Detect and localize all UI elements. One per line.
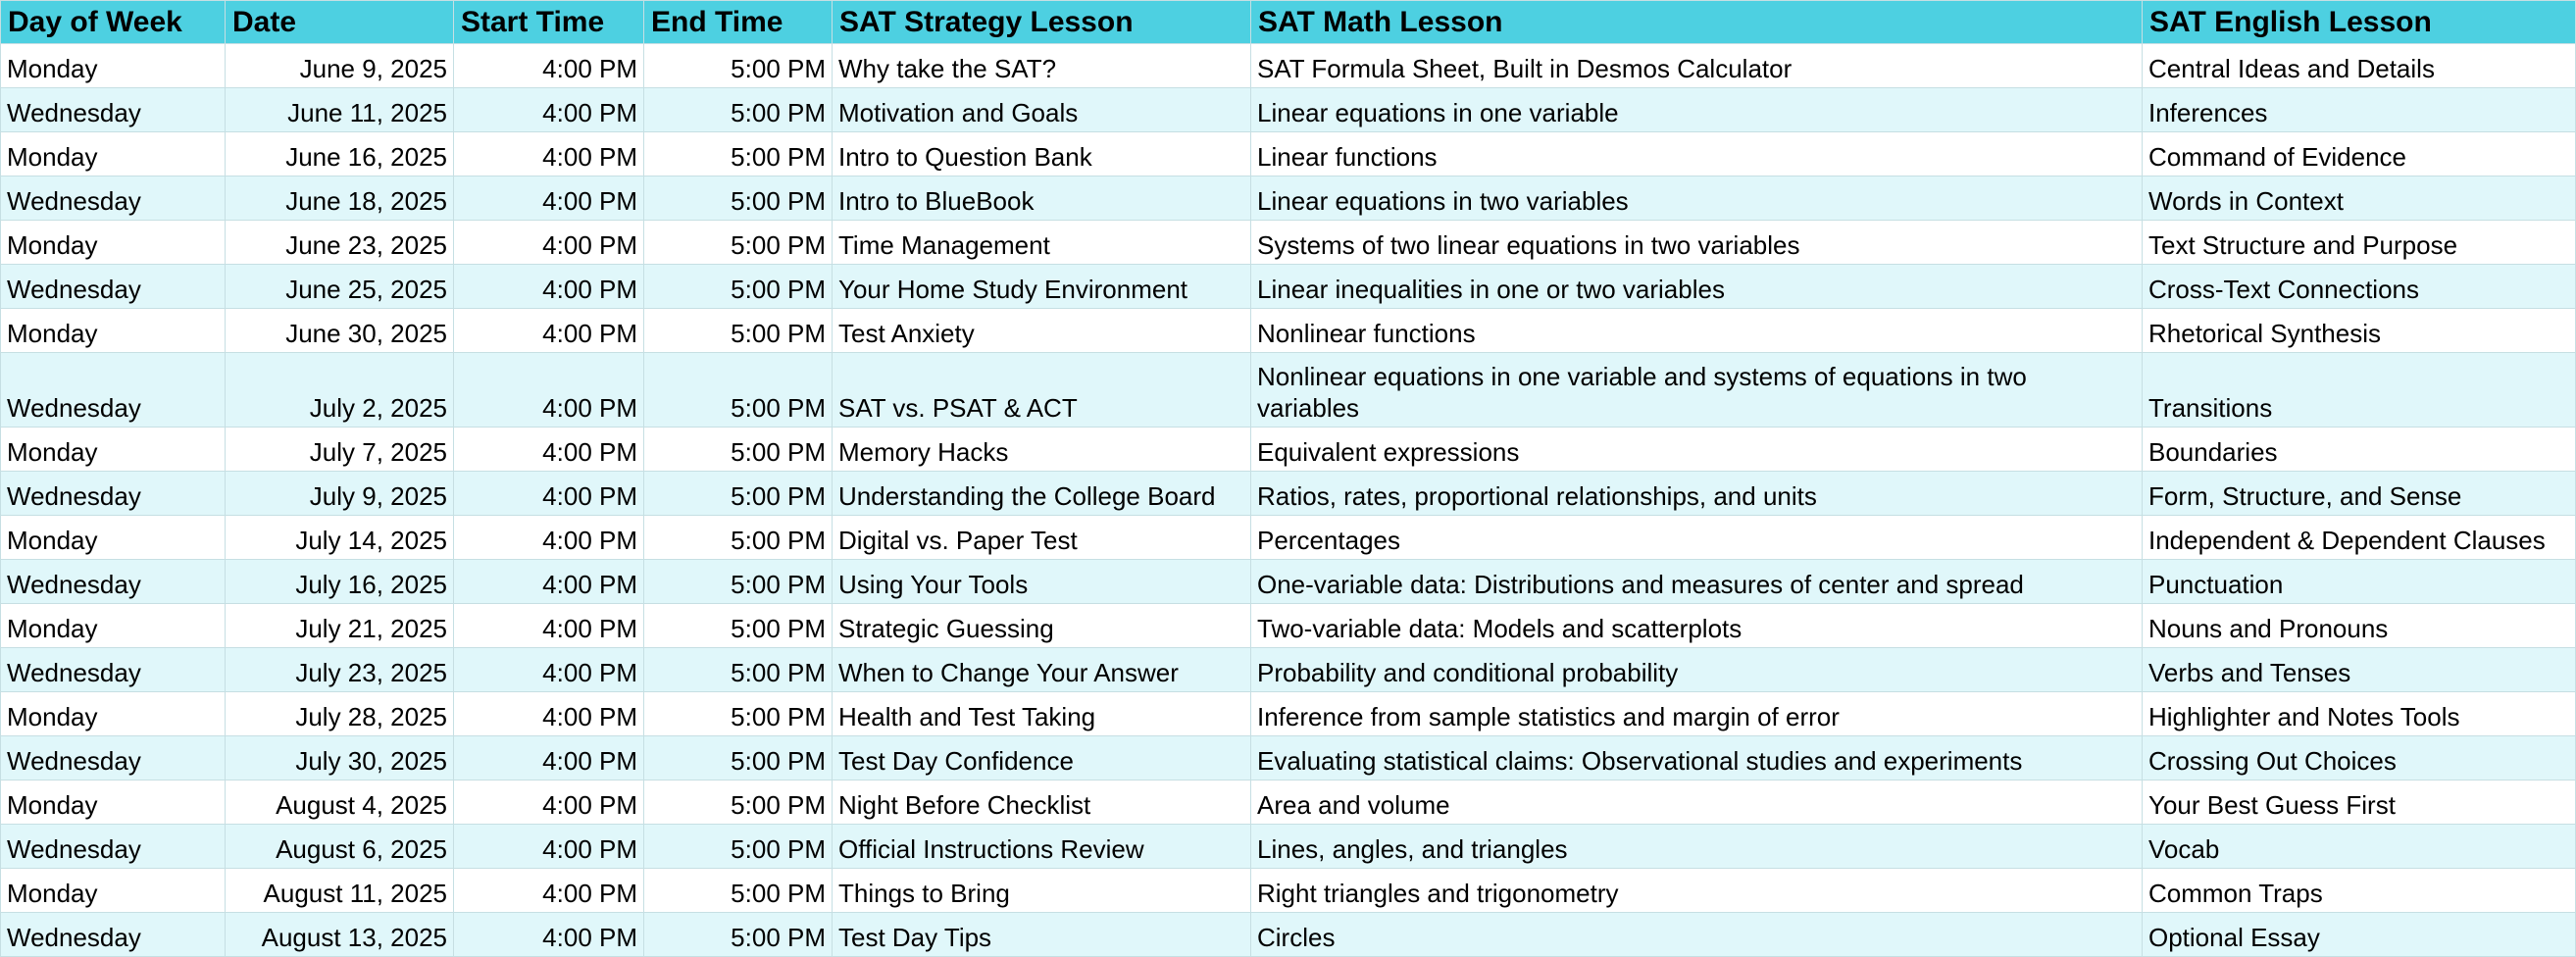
cell-day-of-week[interactable]: Monday [1, 516, 226, 560]
cell-start-time[interactable]: 4:00 PM [454, 221, 644, 265]
cell-english-lesson[interactable]: Words in Context [2143, 176, 2576, 221]
cell-start-time[interactable]: 4:00 PM [454, 88, 644, 132]
cell-date[interactable]: June 23, 2025 [226, 221, 454, 265]
cell-english-lesson[interactable]: Central Ideas and Details [2143, 44, 2576, 88]
cell-date[interactable]: June 18, 2025 [226, 176, 454, 221]
cell-start-time[interactable]: 4:00 PM [454, 604, 644, 648]
header-row [1, 1, 2576, 44]
cell-math-lesson[interactable]: Linear equations in two variables [1251, 176, 2143, 221]
table-row [1, 516, 2576, 560]
cell-start-time[interactable]: 4:00 PM [454, 781, 644, 825]
cell-end-time[interactable]: 5:00 PM [644, 88, 833, 132]
cell-date[interactable]: June 11, 2025 [226, 88, 454, 132]
table-row [1, 913, 2576, 957]
cell-end-time[interactable]: 5:00 PM [644, 869, 833, 913]
cell-math-lesson[interactable]: Area and volume [1251, 781, 2143, 825]
cell-math-lesson[interactable]: Nonlinear functions [1251, 309, 2143, 353]
cell-date[interactable]: June 9, 2025 [226, 44, 454, 88]
cell-english-lesson[interactable]: Cross-Text Connections [2143, 265, 2576, 309]
cell-english-lesson[interactable]: Vocab [2143, 825, 2576, 869]
cell-start-time[interactable]: 4:00 PM [454, 353, 644, 428]
cell-day-of-week[interactable]: Wednesday [1, 176, 226, 221]
cell-strategy-lesson[interactable]: Intro to BlueBook [833, 176, 1251, 221]
cell-math-lesson[interactable]: Systems of two linear equations in two variables [1251, 221, 2143, 265]
cell-english-lesson[interactable]: Form, Structure, and Sense [2143, 472, 2576, 516]
cell-end-time[interactable]: 5:00 PM [644, 604, 833, 648]
cell-day-of-week[interactable]: Wednesday [1, 353, 226, 428]
cell-date[interactable]: June 16, 2025 [226, 132, 454, 176]
cell-strategy-lesson[interactable]: Test Anxiety [833, 309, 1251, 353]
cell-start-time[interactable]: 4:00 PM [454, 560, 644, 604]
table-row [1, 648, 2576, 692]
cell-date[interactable]: July 23, 2025 [226, 648, 454, 692]
cell-strategy-lesson[interactable]: Intro to Question Bank [833, 132, 1251, 176]
cell-english-lesson[interactable]: Verbs and Tenses [2143, 648, 2576, 692]
cell-english-lesson[interactable]: Rhetorical Synthesis [2143, 309, 2576, 353]
cell-strategy-lesson[interactable]: Things to Bring [833, 869, 1251, 913]
table-row [1, 560, 2576, 604]
cell-strategy-lesson[interactable]: Why take the SAT? [833, 44, 1251, 88]
table-row [1, 869, 2576, 913]
cell-day-of-week[interactable]: Wednesday [1, 88, 226, 132]
cell-end-time[interactable]: 5:00 PM [644, 781, 833, 825]
header-start-time[interactable]: Start Time [454, 1, 644, 44]
cell-date[interactable]: August 13, 2025 [226, 913, 454, 957]
cell-date[interactable]: July 2, 2025 [226, 353, 454, 428]
cell-date[interactable]: July 28, 2025 [226, 692, 454, 736]
cell-day-of-week[interactable]: Monday [1, 781, 226, 825]
cell-day-of-week[interactable]: Monday [1, 309, 226, 353]
cell-strategy-lesson[interactable]: Memory Hacks [833, 428, 1251, 472]
cell-strategy-lesson[interactable]: Your Home Study Environment [833, 265, 1251, 309]
cell-day-of-week[interactable]: Wednesday [1, 825, 226, 869]
cell-math-lesson[interactable]: Linear inequalities in one or two variables [1251, 265, 2143, 309]
cell-date[interactable]: August 6, 2025 [226, 825, 454, 869]
cell-day-of-week[interactable]: Monday [1, 869, 226, 913]
header-english-lesson[interactable]: SAT English Lesson [2143, 1, 2576, 44]
cell-day-of-week[interactable]: Wednesday [1, 560, 226, 604]
cell-start-time[interactable]: 4:00 PM [454, 472, 644, 516]
cell-start-time[interactable]: 4:00 PM [454, 309, 644, 353]
cell-date[interactable]: July 16, 2025 [226, 560, 454, 604]
cell-day-of-week[interactable]: Wednesday [1, 472, 226, 516]
cell-start-time[interactable]: 4:00 PM [454, 132, 644, 176]
cell-date[interactable]: July 21, 2025 [226, 604, 454, 648]
cell-end-time[interactable]: 5:00 PM [644, 221, 833, 265]
cell-strategy-lesson[interactable]: Official Instructions Review [833, 825, 1251, 869]
cell-english-lesson[interactable]: Nouns and Pronouns [2143, 604, 2576, 648]
cell-end-time[interactable]: 5:00 PM [644, 736, 833, 781]
cell-start-time[interactable]: 4:00 PM [454, 913, 644, 957]
cell-start-time[interactable]: 4:00 PM [454, 428, 644, 472]
cell-math-lesson[interactable]: Probability and conditional probability [1251, 648, 2143, 692]
table-row [1, 428, 2576, 472]
cell-english-lesson[interactable]: Crossing Out Choices [2143, 736, 2576, 781]
cell-date[interactable]: July 30, 2025 [226, 736, 454, 781]
cell-end-time[interactable]: 5:00 PM [644, 560, 833, 604]
cell-english-lesson[interactable]: Boundaries [2143, 428, 2576, 472]
cell-day-of-week[interactable]: Wednesday [1, 913, 226, 957]
header-math-lesson[interactable]: SAT Math Lesson [1251, 1, 2143, 44]
table-row [1, 692, 2576, 736]
header-day-of-week[interactable]: Day of Week [1, 1, 226, 44]
cell-day-of-week[interactable]: Wednesday [1, 648, 226, 692]
cell-strategy-lesson[interactable]: Strategic Guessing [833, 604, 1251, 648]
table-row [1, 472, 2576, 516]
table-row [1, 309, 2576, 353]
cell-end-time[interactable]: 5:00 PM [644, 176, 833, 221]
header-end-time[interactable]: End Time [644, 1, 833, 44]
cell-strategy-lesson[interactable]: Digital vs. Paper Test [833, 516, 1251, 560]
header-date[interactable]: Date [226, 1, 454, 44]
cell-day-of-week[interactable]: Monday [1, 221, 226, 265]
cell-day-of-week[interactable]: Monday [1, 604, 226, 648]
cell-end-time[interactable]: 5:00 PM [644, 692, 833, 736]
cell-day-of-week[interactable]: Monday [1, 44, 226, 88]
cell-date[interactable]: August 4, 2025 [226, 781, 454, 825]
table-row [1, 221, 2576, 265]
cell-start-time[interactable]: 4:00 PM [454, 44, 644, 88]
cell-end-time[interactable]: 5:00 PM [644, 825, 833, 869]
cell-start-time[interactable]: 4:00 PM [454, 176, 644, 221]
cell-math-lesson[interactable]: Equivalent expressions [1251, 428, 2143, 472]
cell-english-lesson[interactable]: Command of Evidence [2143, 132, 2576, 176]
cell-start-time[interactable]: 4:00 PM [454, 516, 644, 560]
schedule-body [1, 44, 2576, 957]
cell-strategy-lesson[interactable]: Health and Test Taking [833, 692, 1251, 736]
cell-date[interactable]: August 11, 2025 [226, 869, 454, 913]
cell-end-time[interactable]: 5:00 PM [644, 309, 833, 353]
cell-end-time[interactable]: 5:00 PM [644, 353, 833, 428]
cell-day-of-week[interactable]: Monday [1, 692, 226, 736]
table-row [1, 781, 2576, 825]
cell-end-time[interactable]: 5:00 PM [644, 132, 833, 176]
cell-start-time[interactable]: 4:00 PM [454, 648, 644, 692]
cell-english-lesson[interactable]: Punctuation [2143, 560, 2576, 604]
cell-math-lesson[interactable]: Nonlinear equations in one variable and systems of equations in two variables [1251, 353, 2143, 428]
cell-end-time[interactable]: 5:00 PM [644, 44, 833, 88]
table-row [1, 265, 2576, 309]
cell-math-lesson[interactable]: Linear equations in one variable [1251, 88, 2143, 132]
cell-start-time[interactable]: 4:00 PM [454, 825, 644, 869]
cell-date[interactable]: June 25, 2025 [226, 265, 454, 309]
cell-math-lesson[interactable]: Linear functions [1251, 132, 2143, 176]
cell-math-lesson[interactable]: Inference from sample statistics and margin of error [1251, 692, 2143, 736]
cell-english-lesson[interactable]: Independent & Dependent Clauses [2143, 516, 2576, 560]
cell-day-of-week[interactable]: Wednesday [1, 736, 226, 781]
cell-date[interactable]: July 7, 2025 [226, 428, 454, 472]
cell-start-time[interactable]: 4:00 PM [454, 692, 644, 736]
cell-date[interactable]: July 14, 2025 [226, 516, 454, 560]
cell-english-lesson[interactable]: Text Structure and Purpose [2143, 221, 2576, 265]
cell-english-lesson[interactable]: Transitions [2143, 353, 2576, 428]
cell-strategy-lesson[interactable]: Test Day Tips [833, 913, 1251, 957]
cell-math-lesson[interactable]: Percentages [1251, 516, 2143, 560]
cell-strategy-lesson[interactable]: Understanding the College Board [833, 472, 1251, 516]
table-row [1, 132, 2576, 176]
cell-end-time[interactable]: 5:00 PM [644, 516, 833, 560]
cell-start-time[interactable]: 4:00 PM [454, 265, 644, 309]
cell-math-lesson[interactable]: One-variable data: Distributions and measures of center and spread [1251, 560, 2143, 604]
table-row [1, 736, 2576, 781]
cell-day-of-week[interactable]: Monday [1, 428, 226, 472]
cell-math-lesson[interactable]: Right triangles and trigonometry [1251, 869, 2143, 913]
cell-end-time[interactable]: 5:00 PM [644, 913, 833, 957]
table-row [1, 604, 2576, 648]
cell-end-time[interactable]: 5:00 PM [644, 472, 833, 516]
cell-math-lesson[interactable]: Ratios, rates, proportional relationships, and units [1251, 472, 2143, 516]
cell-strategy-lesson[interactable]: Using Your Tools [833, 560, 1251, 604]
cell-math-lesson[interactable]: Two-variable data: Models and scatterplots [1251, 604, 2143, 648]
table-row [1, 825, 2576, 869]
cell-english-lesson[interactable]: Optional Essay [2143, 913, 2576, 957]
cell-strategy-lesson[interactable]: Night Before Checklist [833, 781, 1251, 825]
cell-math-lesson[interactable]: SAT Formula Sheet, Built in Desmos Calculator [1251, 44, 2143, 88]
cell-english-lesson[interactable]: Inferences [2143, 88, 2576, 132]
cell-end-time[interactable]: 5:00 PM [644, 648, 833, 692]
table-row [1, 353, 2576, 428]
cell-english-lesson[interactable]: Highlighter and Notes Tools [2143, 692, 2576, 736]
cell-date[interactable]: June 30, 2025 [226, 309, 454, 353]
table-row [1, 176, 2576, 221]
cell-start-time[interactable]: 4:00 PM [454, 736, 644, 781]
cell-end-time[interactable]: 5:00 PM [644, 428, 833, 472]
cell-math-lesson[interactable]: Lines, angles, and triangles [1251, 825, 2143, 869]
cell-start-time[interactable]: 4:00 PM [454, 869, 644, 913]
cell-day-of-week[interactable]: Wednesday [1, 265, 226, 309]
cell-strategy-lesson[interactable]: Time Management [833, 221, 1251, 265]
cell-date[interactable]: July 9, 2025 [226, 472, 454, 516]
header-strategy-lesson[interactable]: SAT Strategy Lesson [833, 1, 1251, 44]
cell-day-of-week[interactable]: Monday [1, 132, 226, 176]
cell-strategy-lesson[interactable]: SAT vs. PSAT & ACT [833, 353, 1251, 428]
table-row [1, 88, 2576, 132]
cell-strategy-lesson[interactable]: Test Day Confidence [833, 736, 1251, 781]
cell-math-lesson[interactable]: Evaluating statistical claims: Observational studies and experiments [1251, 736, 2143, 781]
cell-strategy-lesson[interactable]: Motivation and Goals [833, 88, 1251, 132]
cell-strategy-lesson[interactable]: When to Change Your Answer [833, 648, 1251, 692]
cell-english-lesson[interactable]: Your Best Guess First [2143, 781, 2576, 825]
cell-math-lesson[interactable]: Circles [1251, 913, 2143, 957]
cell-end-time[interactable]: 5:00 PM [644, 265, 833, 309]
table-row [1, 44, 2576, 88]
cell-english-lesson[interactable]: Common Traps [2143, 869, 2576, 913]
